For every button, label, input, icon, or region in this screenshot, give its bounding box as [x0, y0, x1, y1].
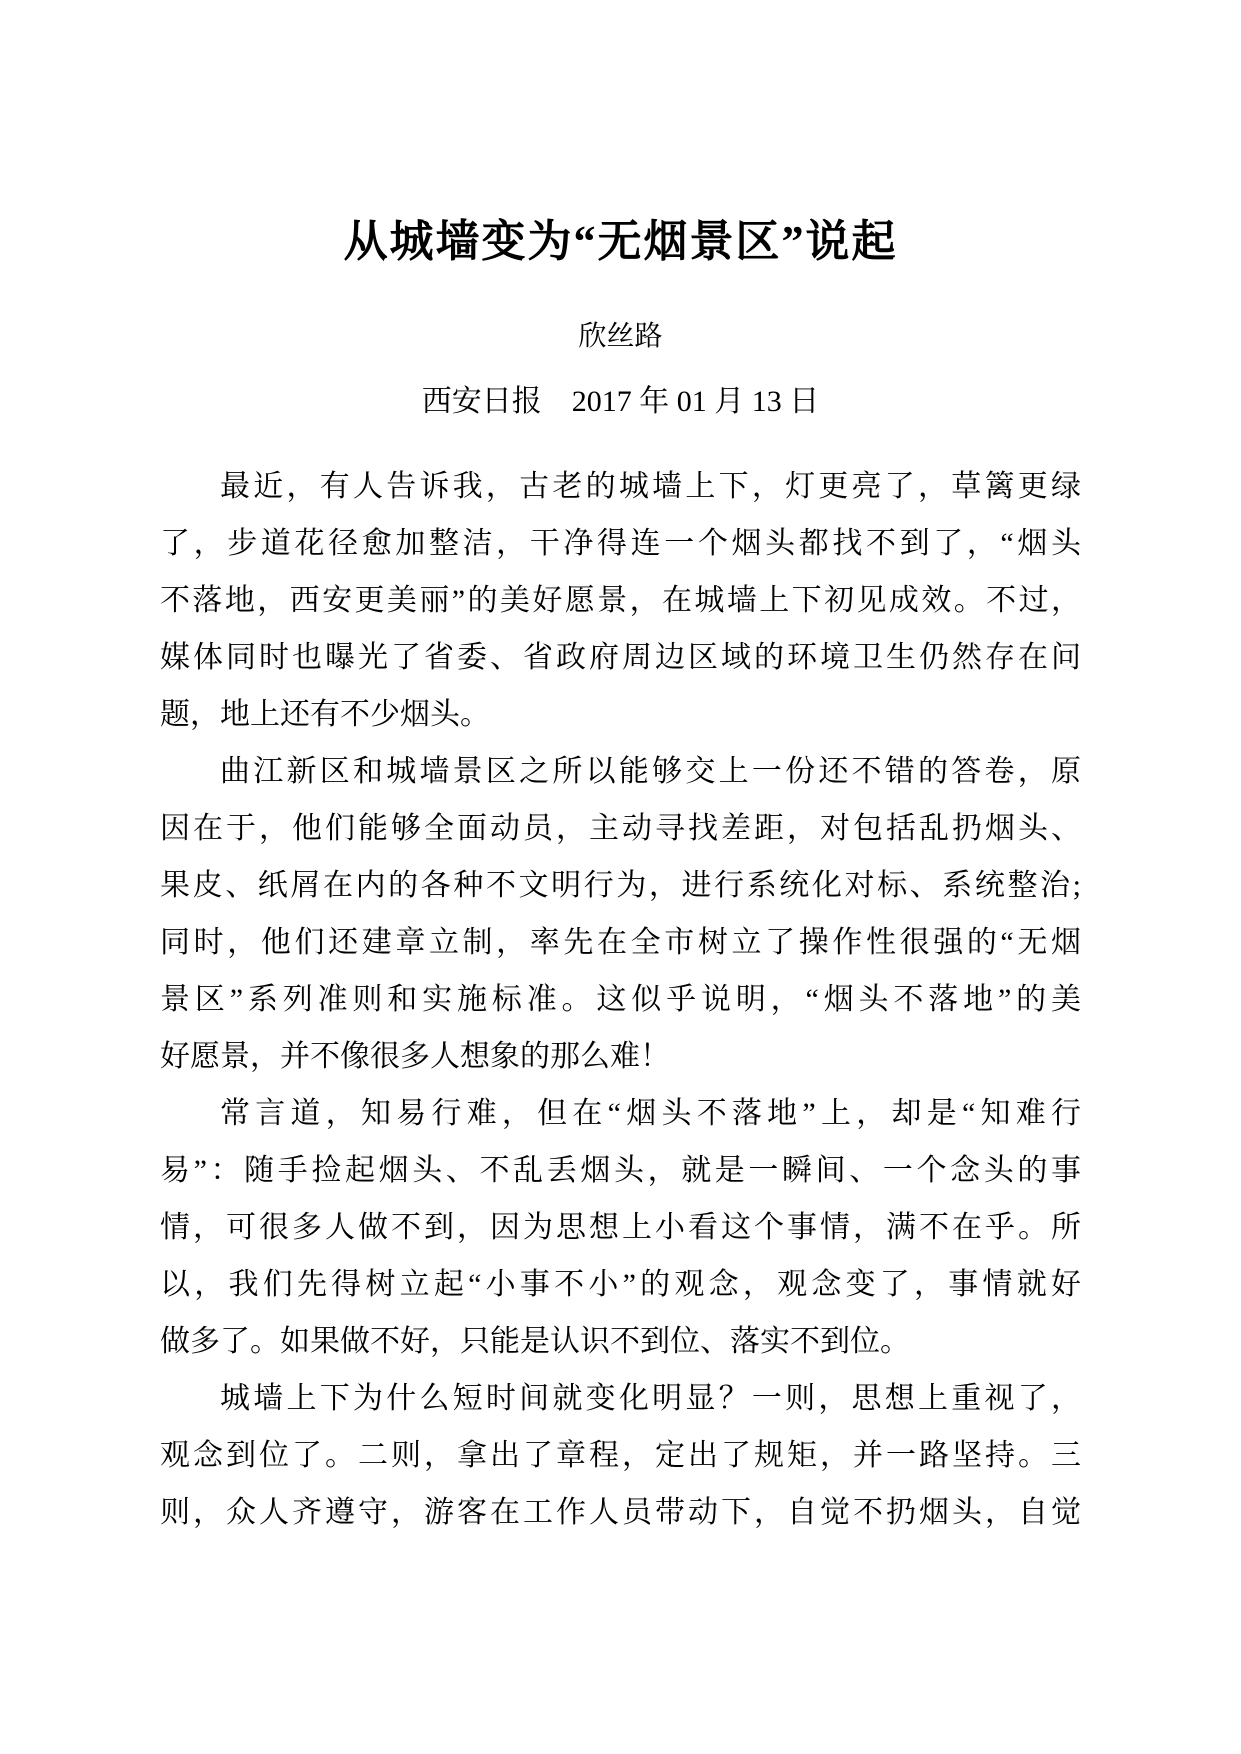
paragraph	[160, 1370, 1081, 1541]
article-body	[160, 458, 1081, 1541]
paragraph	[160, 1085, 1081, 1370]
body-line: 则，众人齐遵守，游客在工作人员带动下，自觉不扔烟头，自觉	[160, 1496, 1081, 1530]
body-line: 好愿景，并不像很多人想象的那么难！	[160, 1040, 670, 1074]
author-name: 欣丝路	[578, 321, 663, 353]
body-line: 因在于，他们能够全面动员，主动寻找差距，对包括乱扔烟头、	[160, 812, 1081, 846]
body-line: 不落地，西安更美丽”的美好愿景，在城墙上下初见成效。不过，	[160, 584, 1081, 618]
body-line: 景区”系列准则和实施标准。这似乎说明，“烟头不落地”的美	[160, 983, 1081, 1017]
paragraph	[160, 458, 1081, 743]
body-line: 了，步道花径愈加整洁，干净得连一个烟头都找不到了，“烟头	[160, 527, 1081, 561]
body-line: 情，可很多人做不到，因为思想上小看这个事情，满不在乎。所	[160, 1211, 1081, 1245]
body-line: 城墙上下为什么短时间就变化明显？一则，思想上重视了，	[220, 1382, 1081, 1416]
body-line: 果皮、纸屑在内的各种不文明行为，进行系统化对标、系统整治;	[160, 869, 1081, 903]
body-line: 观念到位了。二则，拿出了章程，定出了规矩，并一路坚持。三	[160, 1439, 1081, 1473]
body-line: 易”：随手捡起烟头、不乱丢烟头，就是一瞬间、一个念头的事	[160, 1154, 1081, 1188]
body-line: 曲江新区和城墙景区之所以能够交上一份还不错的答卷，原	[220, 755, 1081, 789]
page-title: 从城墙变为“无烟景区”说起	[343, 217, 898, 266]
body-line: 做多了。如果做不好，只能是认识不到位、落实不到位。	[160, 1325, 910, 1359]
body-line: 最近，有人告诉我，古老的城墙上下，灯更亮了，草篱更绿	[220, 470, 1081, 504]
body-line: 同时，他们还建章立制，率先在全市树立了操作性很强的“无烟	[160, 926, 1081, 960]
body-line: 常言道，知易行难，但在“烟头不落地”上，却是“知难行	[220, 1097, 1081, 1131]
body-line: 题，地上还有不少烟头。	[160, 698, 490, 732]
paragraph	[160, 743, 1081, 1085]
body-line: 媒体同时也曝光了省委、省政府周边区域的环境卫生仍然存在问	[160, 641, 1081, 675]
source-line: 西安日报 2017 年 01 月 13 日	[421, 385, 820, 419]
body-line: 以，我们先得树立起“小事不小”的观念，观念变了，事情就好	[160, 1268, 1081, 1302]
